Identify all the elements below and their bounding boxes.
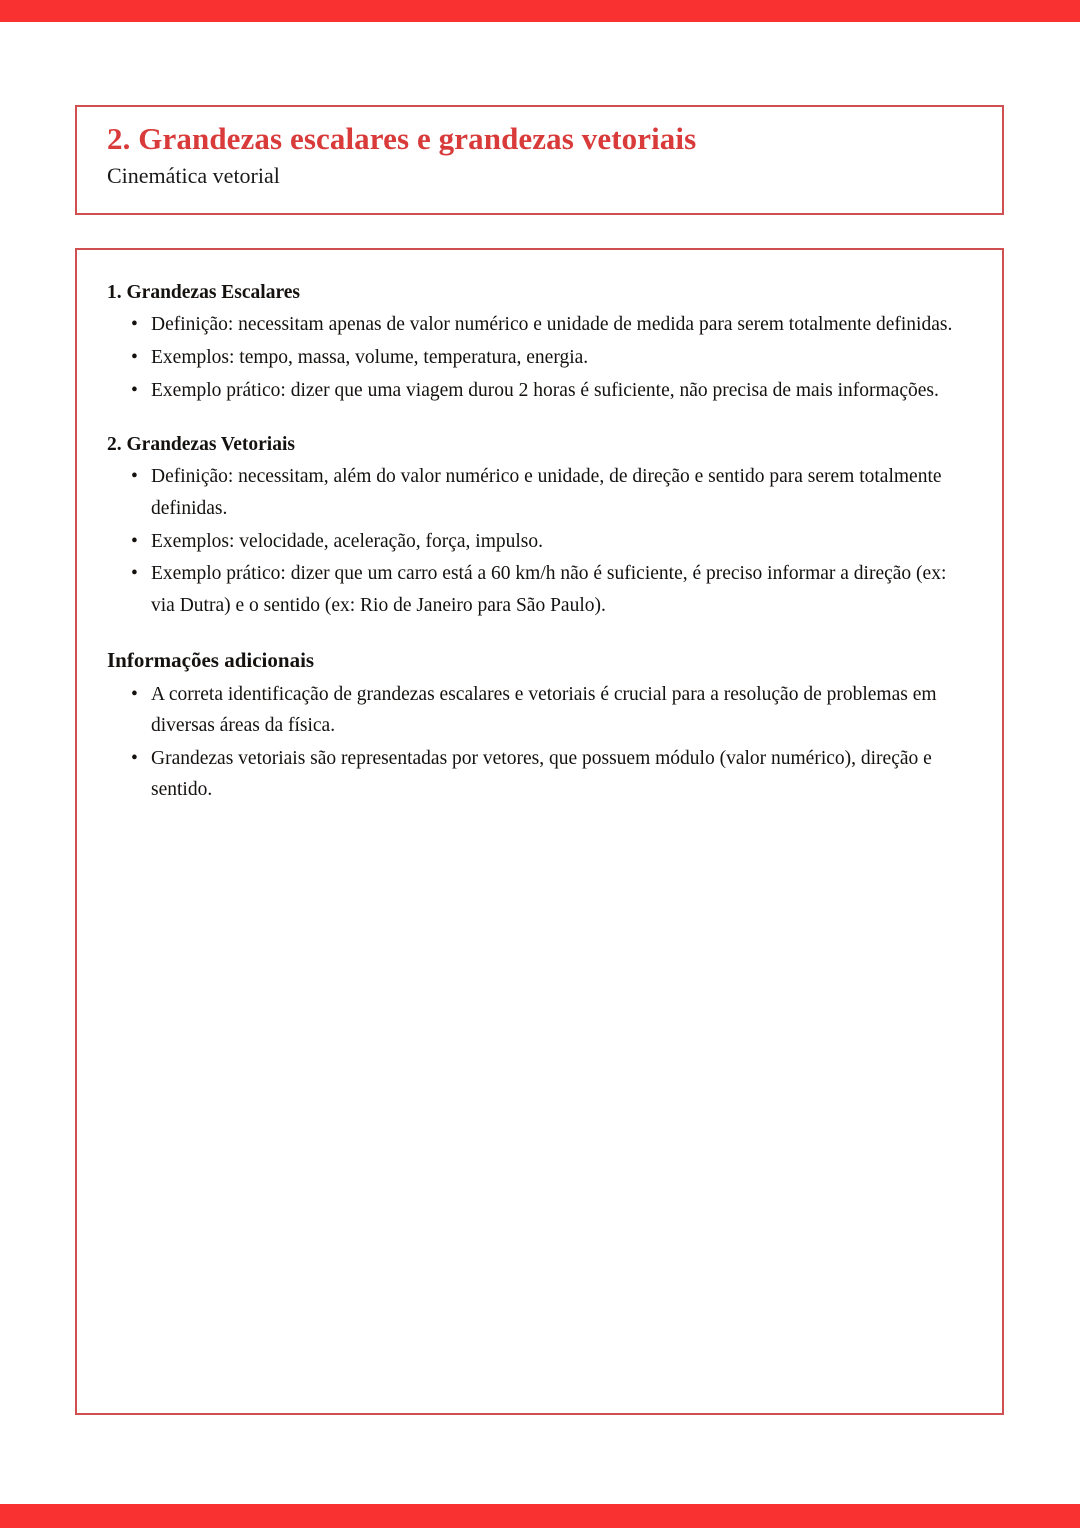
list-item (107, 743, 974, 806)
bullet-icon: • (131, 563, 138, 585)
bullet-icon: • (131, 346, 138, 368)
bullet-icon: • (131, 466, 138, 488)
bullet-icon: • (131, 683, 138, 705)
section-heading: 1. Grandezas Escalares (107, 282, 301, 303)
list-item (107, 679, 974, 742)
bottom-accent-bar (0, 1504, 1080, 1528)
page-title: 2. Grandezas escalares e grandezas vetoriais (107, 121, 697, 156)
bullet-icon: • (131, 314, 138, 336)
section-heading: 2. Grandezas Vetoriais (107, 434, 295, 456)
page-subtitle: Cinemática vetorial (107, 162, 280, 188)
section-heading: Informações adicionais (107, 648, 315, 673)
list-item (107, 375, 974, 407)
bullet-icon: • (131, 747, 138, 769)
list-item (107, 342, 974, 374)
bullet-icon: • (131, 379, 138, 401)
bullet-icon: • (131, 530, 138, 552)
list-item (107, 526, 974, 558)
list-item-text: Exemplo prático: dizer que uma viagem durou 2 horas é suficiente, não precisa de mais informações. (151, 379, 939, 401)
list-item-text: Exemplo prático: dizer que um carro está a 60 km/h não é suficiente, é preciso informar a direção (ex: via Dutra) e o sentido (ex: Rio de Janeiro para São Paulo). (151, 563, 947, 616)
section-grandezas-escalares (107, 280, 974, 406)
bullet-list (107, 461, 974, 621)
section-informacoes-adicionais (107, 647, 974, 806)
bullet-list (107, 679, 974, 806)
list-item-text: Grandezas vetoriais são representadas por vetores, que possuem módulo (valor numérico), direção e sentido. (151, 747, 932, 801)
list-item-text: Definição: necessitam apenas de valor numérico e unidade de medida para serem totalmente definidas. (151, 314, 953, 336)
top-accent-bar (0, 0, 1080, 22)
list-item-text: Exemplos: velocidade, aceleração, força, impulso. (151, 530, 543, 552)
content-box (75, 248, 1004, 1415)
section-grandezas-vetoriais (107, 432, 974, 621)
bullet-list (107, 309, 974, 406)
title-box-inner (77, 107, 1002, 189)
list-item (107, 558, 974, 621)
title-box (75, 105, 1004, 215)
list-item (107, 461, 974, 524)
list-item-text: Exemplos: tempo, massa, volume, temperatura, energia. (151, 346, 589, 368)
list-item (107, 309, 974, 341)
list-item-text: Definição: necessitam, além do valor numérico e unidade, de direção e sentido para serem totalmente definidas. (151, 466, 942, 519)
content-box-inner (77, 250, 1002, 806)
list-item-text: A correta identificação de grandezas escalares e vetoriais é crucial para a resolução de problemas em diversas áreas da física. (151, 683, 937, 737)
